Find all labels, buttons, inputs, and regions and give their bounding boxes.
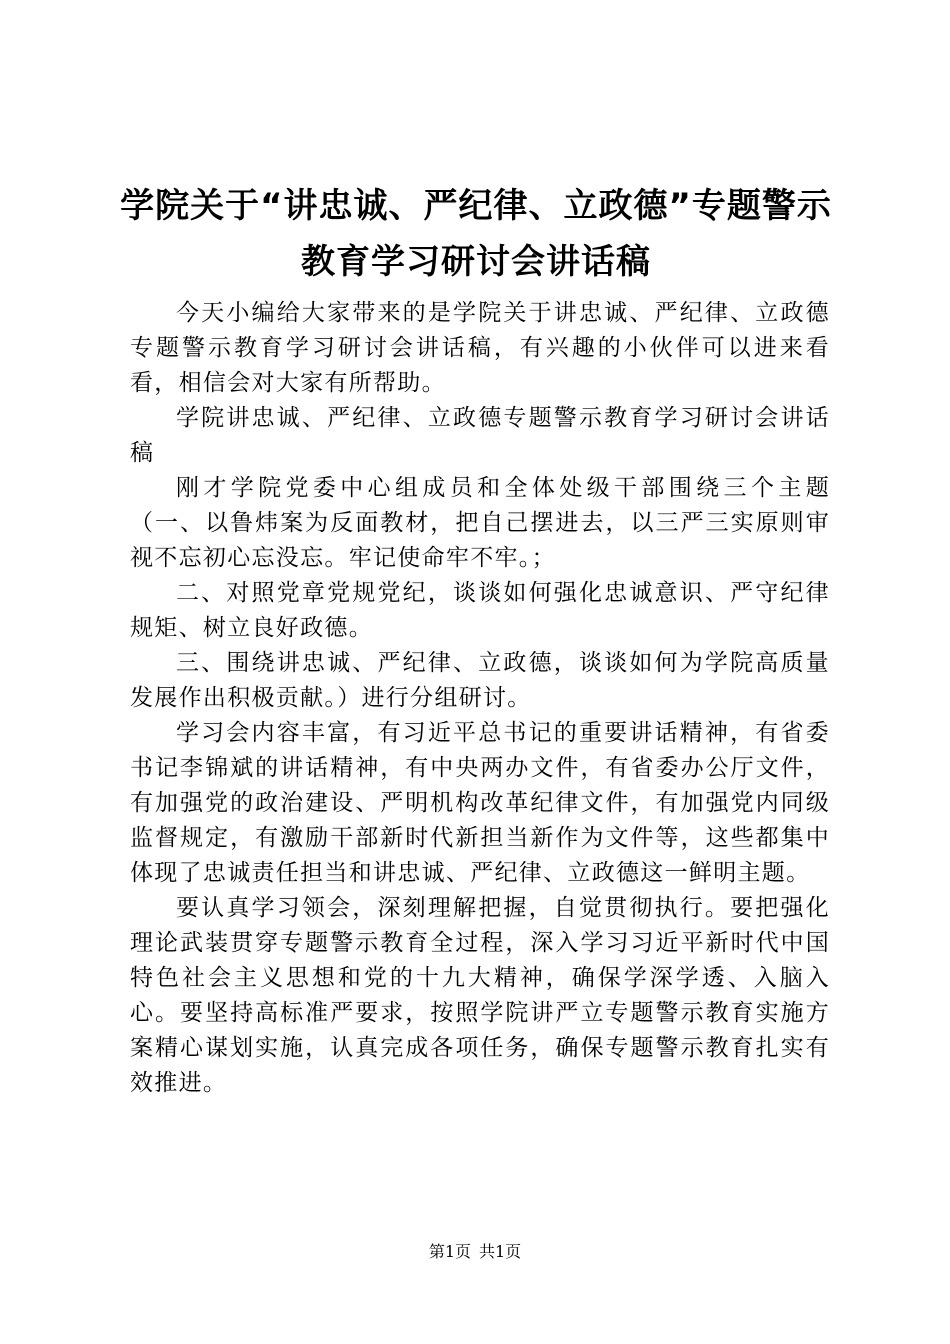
paragraph-study-content: 学习会内容丰富，有习近平总书记的重要讲话精神，有省委书记李锦斌的讲话精神，有中央两办文件，有省委办公厅文件，有加强党的政治建设、严明机构改革纪律文件，有加强党内同级监督规定，有激励干部新时代新担当新作为文件等，这些都集中体现了忠诚责任担当和讲忠诚、严纪律、立政德这一鲜明主题。: [130, 720, 830, 886]
page-total: 共1页: [479, 1242, 522, 1261]
page-footer: [0, 1240, 950, 1264]
paragraph-requirements: 要认真学习领会，深刻理解把握，自觉贯彻执行。要把强化理论武装贯穿专题警示教育全过程，深入学习习近平新时代中国特色社会主义思想和党的十九大精神，确保学深学透、入脑入心。要坚持高标准严要求，按照学院讲严立专题警示教育实施方案精心谋划实施，认真完成各项任务，确保专题警示教育扎实有效推进。: [130, 895, 830, 1096]
page-number: 第1页: [428, 1242, 471, 1261]
document-title: 学院关于“讲忠诚、严纪律、立政德”专题警示教育学习研讨会讲话稿: [120, 186, 832, 282]
paragraph-theme-two: 二、对照党章党规党纪，谈谈如何强化忠诚意识、严守纪律规矩、树立良好政德。: [130, 580, 830, 641]
paragraph-themes: 刚才学院党委中心组成员和全体处级干部围绕三个主题（一、以鲁炜案为反面教材，把自己摆进去，以三严三实原则审视不忘初心忘没忘。牢记使命牢不牢。；: [130, 475, 830, 571]
paragraph-subtitle: 学院讲忠诚、严纪律、立政德专题警示教育学习研讨会讲话稿: [130, 405, 830, 466]
paragraph-theme-three: 三、围绕讲忠诚、严纪律、立政德，谈谈如何为学院高质量发展作出积极贡献。）进行分组研讨。: [130, 650, 830, 711]
document-body: [130, 296, 830, 1101]
paragraph-intro: 今天小编给大家带来的是学院关于讲忠诚、严纪律、立政德专题警示教育学习研讨会讲话稿，有兴趣的小伙伴可以进来看看，相信会对大家有所帮助。: [130, 300, 830, 396]
